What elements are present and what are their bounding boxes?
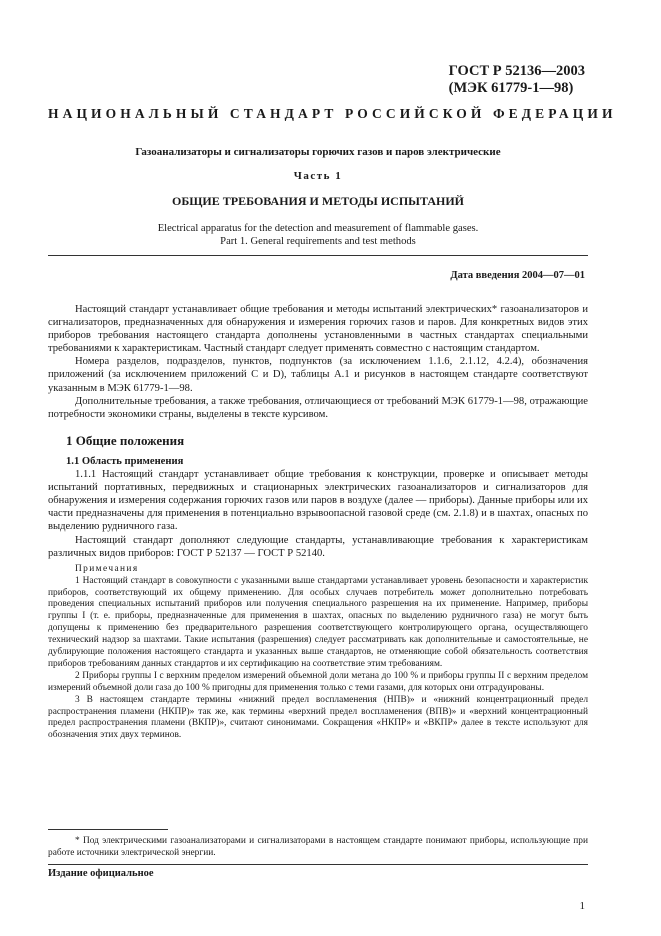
intro-paragraph-3: Дополнительные требования, а также требования, отличающиеся от требований МЭК 61779-1—98, отражающие потребности экономики страны, выделены в тексте курсивом. <box>48 395 588 420</box>
footnote-divider <box>48 829 168 830</box>
part-label: Часть 1 <box>293 170 343 182</box>
notes-title: Примечания <box>75 563 139 574</box>
note-2: 2 Приборы группы I с верхним пределом измерений объемной доли метана до 100 % и приборы группы II с верхним пределом измерений объемной доли газа до 100 % пригодны для применения только с теми газами, для которых они отградуированы. <box>48 670 588 693</box>
national-standard-banner: НАЦИОНАЛЬНЫЙ СТАНДАРТ РОССИЙСКОЙ ФЕДЕРАЦИИ <box>48 106 617 121</box>
english-title-line1: Electrical apparatus for the detection and measurement of flammable gases. <box>157 223 479 234</box>
note-3: 3 В настоящем стандарте термины «нижний предел воспламенения (НПВ)» и «нижний концентрационный предел распространения пламени (НКПР)» так же, как термины «верхний предел воспламенения (ВПВ)» и «верхний концентрационный предел распространения пламени (ВКПР)», считают синонимами. Сокращения «НКПР» и «ВКПР» далее в тексте используют для обозначения этих двух терминов. <box>48 694 588 741</box>
page-number: 1 <box>579 900 585 912</box>
notes-block <box>48 564 588 743</box>
section-paragraph-1: 1.1.1 Настоящий стандарт устанавливает общие требования к конструкции, проверке и описывает методы испытаний портативных, передвижных и стационарных электрических газоанализаторов и сигнализаторов для обнаружения и измерения содержания горючих газов или паров в воздухе (далее — приборы). Данные приборы или их части предназначены для применения в потенциально взрывоопасной газовой среде (см. 2.1.8) и в шахтах, опасных по выделению рудничного газа. <box>48 469 588 533</box>
footnote-text: * Под электрическими газоанализаторами и сигнализаторами в настоящем стандарте понимают приборы, использующие при работе источники электрической энергии. <box>48 836 588 858</box>
intro-paragraph-2: Номера разделов, подразделов, пунктов, подпунктов (за исключением 1.1.6, 2.1.12, 4.2.4), обозначения приложений (за исключением приложений С и D), таблицы А.1 и рисунков в настоящем стандарте соответствуют указанным в МЭК 61779-1—98. <box>48 356 588 394</box>
english-title <box>48 223 588 248</box>
note-1: 1 Настоящий стандарт в совокупности с указанными выше стандартами устанавливает уровень безопасности и характеристик приборов, соответствующий их общему применению. Для особых случаев потребитель может дополнительно потребовать проведения специальных испытаний приборов или получения специального разрешения на их применение. Например, приборы группы I (т. е. приборы, предназначенные для применения в шахтах, опасных по выделению рудничного газа) не могут быть допущены к применению без предварительного разрешения соответствующего контролирующего органа, осуществляющего технический надзор за шахтами. Такие испытания (разрешения) следует рассматривать как дополнительные и самостоятельные, не дублирующие положения настоящего стандарта и указанных выше стандартов, не отменяющие собой обязательность соответствия приборов требованиям данных стандартов и их сертификацию на соответствие этим требованиям. <box>48 575 588 669</box>
section-heading: 1 Общие положения <box>66 432 185 448</box>
document-subtitle: ОБЩИЕ ТРЕБОВАНИЯ И МЕТОДЫ ИСПЫТАНИЙ <box>171 194 465 208</box>
document-title: Газоанализаторы и сигнализаторы горючих газов и паров электрические <box>135 146 501 158</box>
introduction-date: Дата введения 2004—07—01 <box>450 270 585 281</box>
standard-code-iec: (МЭК 61779-1—98) <box>448 80 574 96</box>
header-divider <box>48 255 588 256</box>
document-body <box>48 303 588 742</box>
intro-paragraph-1: Настоящий стандарт устанавливает общие требования и методы испытаний электрических* газоанализаторов и сигнализаторов, предназначенных для обнаружения и измерения горючих газов и паров. Для конкретных видов этих приборов требования настоящего стандарта дополнены установленными в частных стандартах специальными требованиями к характеристикам. Частный стандарт следует применять совместно с настоящим стандартом. <box>48 304 588 355</box>
footnote <box>48 836 588 860</box>
standard-code-gost: ГОСТ Р 52136—2003 <box>448 63 585 79</box>
edition-label: Издание официальное <box>48 868 154 879</box>
english-title-line2: Part 1. General requirements and test methods <box>220 235 416 247</box>
section-paragraph-2: Настоящий стандарт дополняют следующие стандарты, устанавливающие требования к характеристикам различных видов приборов: ГОСТ Р 52137 — ГОСТ Р 52140. <box>48 534 588 559</box>
standard-code <box>449 63 585 97</box>
subsection-heading: 1.1 Область применения <box>66 455 184 467</box>
edition-divider <box>48 864 588 865</box>
